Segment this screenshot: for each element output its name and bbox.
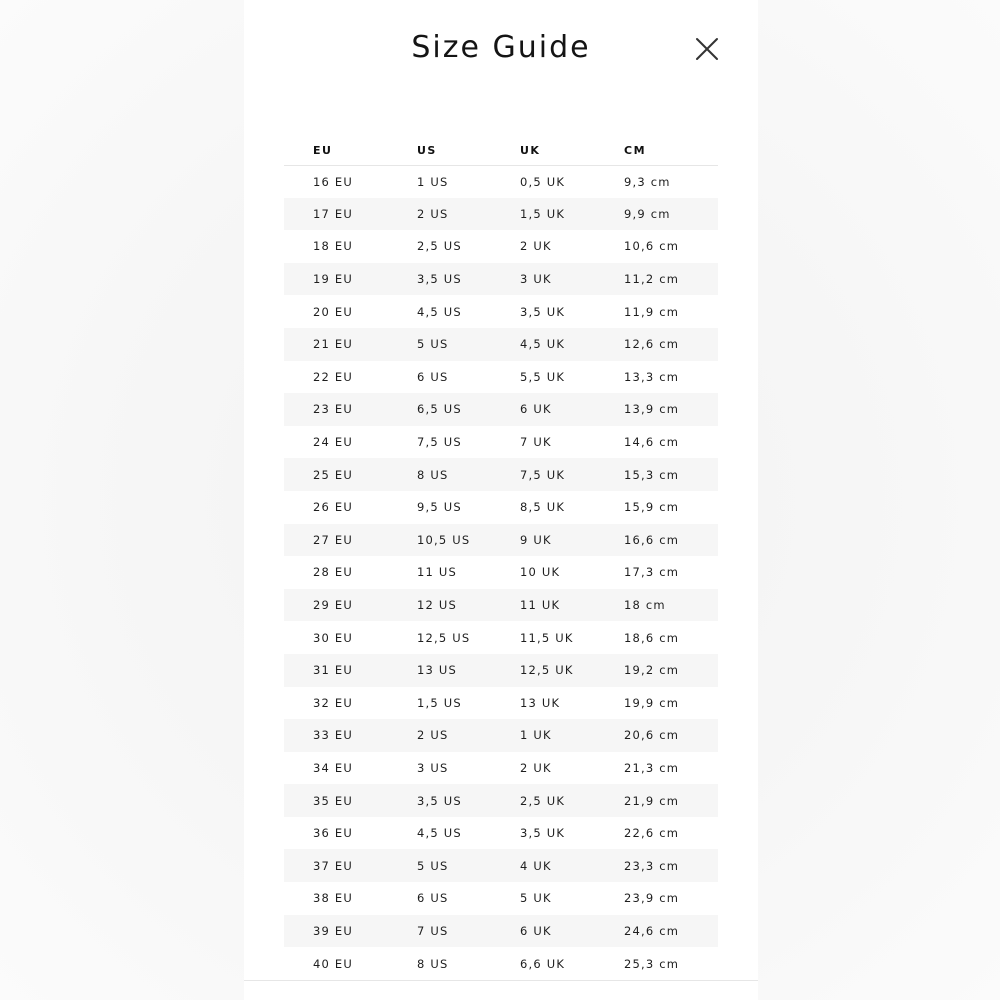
cell-uk: 6 UK <box>491 393 595 426</box>
cell-us: 4,5 US <box>417 304 462 319</box>
table-row <box>284 295 718 328</box>
cell-us: 8 US <box>417 956 449 971</box>
cell-us: 6,5 US <box>388 393 491 426</box>
cell-uk: 9 UK <box>491 524 595 557</box>
cell-eu: 40 EU <box>313 956 353 971</box>
cell-us: 13 US <box>388 654 491 687</box>
table-row <box>284 849 718 882</box>
cell-uk: 5,5 UK <box>520 369 566 384</box>
table-row <box>284 719 718 752</box>
cell-uk: 4,5 UK <box>491 328 595 361</box>
column-header-uk: UK <box>491 134 595 165</box>
table-row <box>284 393 718 426</box>
cell-eu: 39 EU <box>284 915 388 948</box>
cell-eu: 38 EU <box>313 891 353 906</box>
cell-us: 12,5 US <box>417 630 471 645</box>
table-row <box>284 556 718 589</box>
cell-us: 1,5 US <box>417 695 462 710</box>
cell-us: 9,5 US <box>417 500 462 515</box>
cell-cm: 9,9 cm <box>595 198 718 231</box>
cell-cm: 19,2 cm <box>595 654 718 687</box>
cell-uk: 2 UK <box>520 760 552 775</box>
column-header-cm: CM <box>595 134 718 165</box>
cell-cm: 16,6 cm <box>595 524 718 557</box>
cell-uk: 6,6 UK <box>520 956 566 971</box>
cell-cm: 25,3 cm <box>624 956 680 971</box>
table-row <box>284 524 718 557</box>
cell-uk: 10 UK <box>520 565 561 580</box>
cell-cm: 18,6 cm <box>624 630 680 645</box>
table-row <box>284 458 718 491</box>
cell-uk: 11,5 UK <box>520 630 574 645</box>
cell-uk: 4 UK <box>491 849 595 882</box>
cell-uk: 5 UK <box>520 891 552 906</box>
cell-eu: 17 EU <box>284 198 388 231</box>
cell-cm: 13,9 cm <box>595 393 718 426</box>
table-row <box>284 915 718 948</box>
cell-eu: 26 EU <box>313 500 353 515</box>
cell-us: 2 US <box>388 719 491 752</box>
cell-cm: 24,6 cm <box>595 915 718 948</box>
cell-cm: 19,9 cm <box>624 695 680 710</box>
table-row <box>284 752 718 785</box>
cell-eu: 36 EU <box>313 826 353 841</box>
cell-us: 10,5 US <box>388 524 491 557</box>
cell-uk: 3,5 UK <box>520 304 566 319</box>
cell-us: 2 US <box>388 198 491 231</box>
cell-eu: 27 EU <box>284 524 388 557</box>
cell-eu: 34 EU <box>313 760 353 775</box>
cell-eu: 20 EU <box>313 304 353 319</box>
table-row <box>284 687 718 720</box>
cell-eu: 32 EU <box>313 695 353 710</box>
cell-us: 11 US <box>417 565 458 580</box>
cell-uk: 7,5 UK <box>491 458 595 491</box>
size-guide-modal <box>244 0 758 1000</box>
cell-uk: 3 UK <box>491 263 595 296</box>
cell-uk: 0,5 UK <box>520 174 566 189</box>
cell-us: 7,5 US <box>417 435 462 450</box>
cell-cm: 12,6 cm <box>595 328 718 361</box>
cell-eu: 37 EU <box>284 849 388 882</box>
cell-cm: 17,3 cm <box>624 565 680 580</box>
cell-us: 4,5 US <box>417 826 462 841</box>
cell-us: 8 US <box>388 458 491 491</box>
cell-uk: 12,5 UK <box>491 654 595 687</box>
cell-cm: 15,9 cm <box>624 500 680 515</box>
cell-eu: 35 EU <box>284 784 388 817</box>
cell-uk: 11 UK <box>491 589 595 622</box>
cell-cm: 20,6 cm <box>595 719 718 752</box>
table-row <box>284 328 718 361</box>
cell-uk: 1 UK <box>491 719 595 752</box>
cell-uk: 8,5 UK <box>520 500 566 515</box>
cell-uk: 6 UK <box>491 915 595 948</box>
cell-eu: 28 EU <box>313 565 353 580</box>
cell-eu: 21 EU <box>284 328 388 361</box>
cell-us: 3,5 US <box>388 784 491 817</box>
table-row <box>284 230 718 263</box>
cell-uk: 2,5 UK <box>491 784 595 817</box>
table-row <box>284 491 718 524</box>
cell-cm: 21,9 cm <box>595 784 718 817</box>
cell-cm: 9,3 cm <box>624 174 671 189</box>
cell-us: 6 US <box>417 369 449 384</box>
cell-cm: 11,2 cm <box>595 263 718 296</box>
table-row <box>284 361 718 394</box>
cell-eu: 30 EU <box>313 630 353 645</box>
table-row <box>284 784 718 817</box>
table-row <box>284 165 718 198</box>
cell-eu: 22 EU <box>313 369 353 384</box>
cell-eu: 16 EU <box>313 174 353 189</box>
cell-us: 2,5 US <box>417 239 462 254</box>
cell-cm: 11,9 cm <box>624 304 680 319</box>
size-table <box>284 134 718 980</box>
table-row <box>284 426 718 459</box>
cell-eu: 31 EU <box>284 654 388 687</box>
cell-uk: 7 UK <box>520 435 552 450</box>
cell-cm: 13,3 cm <box>624 369 680 384</box>
cell-us: 5 US <box>388 328 491 361</box>
table-row <box>284 947 718 980</box>
cell-cm: 23,3 cm <box>595 849 718 882</box>
close-button[interactable] <box>693 35 721 63</box>
cell-uk: 2 UK <box>520 239 552 254</box>
cell-cm: 22,6 cm <box>624 826 680 841</box>
cell-cm: 10,6 cm <box>624 239 680 254</box>
modal-title: Size Guide <box>411 30 591 65</box>
cell-us: 3 US <box>417 760 449 775</box>
table-body <box>284 165 718 980</box>
cell-cm: 23,9 cm <box>624 891 680 906</box>
cell-cm: 18 cm <box>595 589 718 622</box>
close-icon <box>693 35 721 63</box>
cell-eu: 24 EU <box>313 435 353 450</box>
table-row <box>284 621 718 654</box>
column-header-eu: EU <box>284 134 388 165</box>
table-row <box>284 817 718 850</box>
cell-eu: 19 EU <box>284 263 388 296</box>
cell-us: 1 US <box>417 174 449 189</box>
cell-uk: 13 UK <box>520 695 561 710</box>
cell-uk: 1,5 UK <box>491 198 595 231</box>
table-header-row <box>284 134 718 165</box>
cell-eu: 29 EU <box>284 589 388 622</box>
table-row <box>284 263 718 296</box>
divider <box>244 980 758 981</box>
cell-eu: 18 EU <box>313 239 353 254</box>
table-row <box>284 654 718 687</box>
cell-us: 6 US <box>417 891 449 906</box>
table-row <box>284 198 718 231</box>
column-header-us: US <box>388 134 491 165</box>
table-row <box>284 589 718 622</box>
cell-cm: 15,3 cm <box>595 458 718 491</box>
table-row <box>284 882 718 915</box>
cell-us: 5 US <box>388 849 491 882</box>
cell-us: 3,5 US <box>388 263 491 296</box>
cell-cm: 14,6 cm <box>624 435 680 450</box>
cell-eu: 25 EU <box>284 458 388 491</box>
cell-uk: 3,5 UK <box>520 826 566 841</box>
cell-cm: 21,3 cm <box>624 760 680 775</box>
cell-eu: 23 EU <box>284 393 388 426</box>
cell-us: 7 US <box>388 915 491 948</box>
cell-us: 12 US <box>388 589 491 622</box>
cell-eu: 33 EU <box>284 719 388 752</box>
